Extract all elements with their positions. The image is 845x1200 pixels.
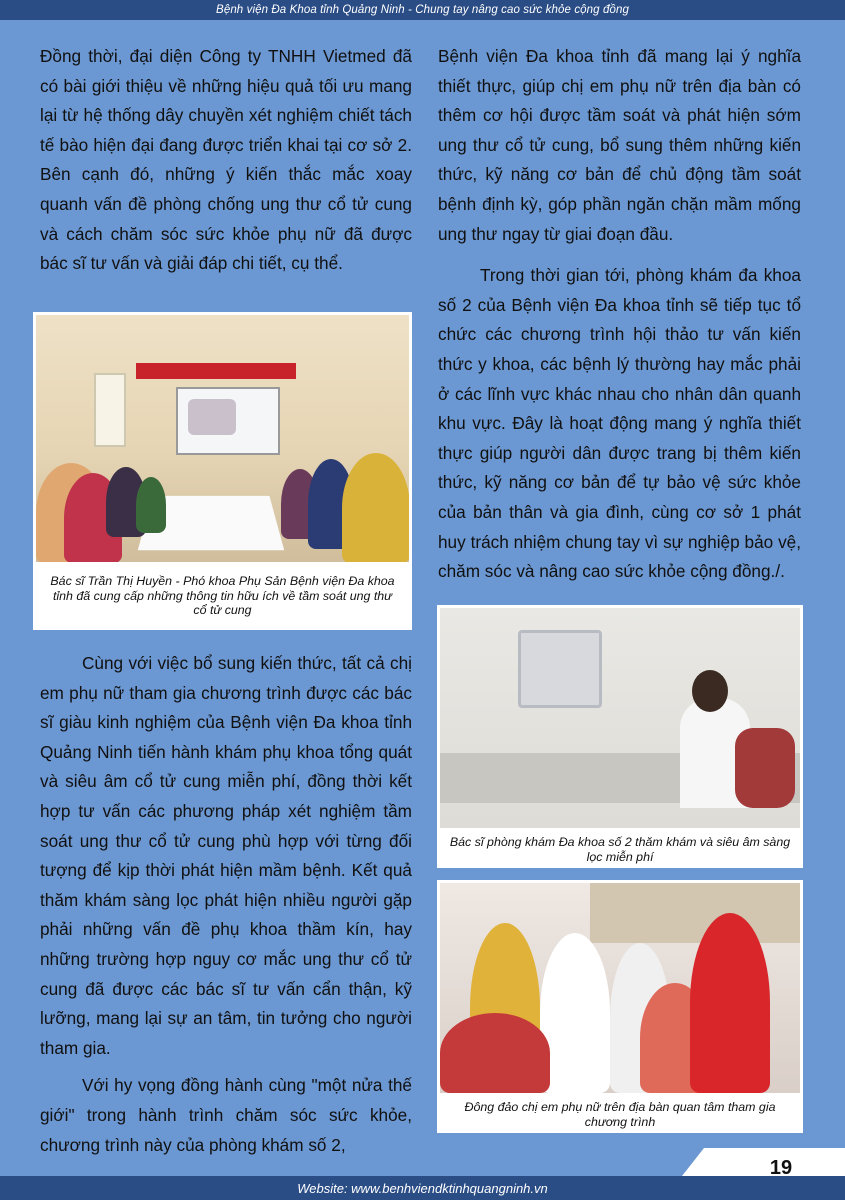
paragraph: Đồng thời, đại diện Công ty TNHH Vietmed đã có bài giới thiệu về những hiệu quả tối ưu mang lại từ hệ thống dây chuyền xét nghiệm chiết tách tế bào hiện đại đang được triển khai tại cơ sở 2. Bên cạnh đó, những ý kiến thắc mắc xoay quanh vấn đề phòng chống ung thư cổ tử cung và cách chăm sóc sức khỏe phụ nữ đã được bác sĩ tư vấn và giải đáp chi tiết, cụ thể. — [40, 46, 412, 274]
right-column-text — [438, 42, 801, 587]
caption-participants: Đông đảo chị em phụ nữ trên địa bàn quan tâm tham gia chương trình — [464, 1100, 776, 1129]
paragraph: Bệnh viện Đa khoa tỉnh đã mang lại ý nghĩa thiết thực, giúp chị em phụ nữ trên địa bàn có thêm cơ hội được tầm soát và phát hiện sớm ung thư cổ tử cung, bổ sung thêm những kiến thức, kỹ năng cơ bản để chủ động tầm soát bệnh định kỳ, góp phần ngăn chặn mầm mống ung thư ngay từ giai đoạn đầu. — [438, 46, 801, 244]
figure-ultrasound — [437, 605, 803, 868]
header-bar — [0, 0, 845, 20]
photo-ultrasound — [440, 608, 800, 828]
paragraph: Với hy vọng đồng hành cùng "một nửa thế giới" trong hành trình chăm sóc sức khỏe, chương trình này của phòng khám số 2, — [40, 1075, 412, 1155]
header-tagline: Bệnh viện Đa Khoa tỉnh Quảng Ninh - Chung tay nâng cao sức khỏe cộng đồng — [216, 4, 629, 16]
left-column-bottom — [40, 649, 412, 1160]
page-number: 19 — [769, 1157, 793, 1179]
figure-seminar — [33, 312, 412, 630]
photo-participants — [440, 883, 800, 1093]
paragraph: Trong thời gian tới, phòng khám đa khoa số 2 của Bệnh viện Đa khoa tỉnh sẽ tiếp tục tổ chức các chương trình hội thảo tư vấn kiến thức y khoa, các bệnh lý thường hay mắc phải ở các lĩnh vực khác nhau cho nhân dân quanh khu vực. Đây là hoạt động mang ý nghĩa thiết thực giúp người dân được trang bị thêm kiến thức, kỹ năng cơ bản để tự bảo vệ sức khỏe của bản thân và gia đình, cùng cơ sở 1 phát huy trách nhiệm chung tay vì sự nghiệp bảo vệ, chăm sóc và nâng cao sức khỏe cộng đồng./. — [438, 265, 801, 582]
caption-ultrasound: Bác sĩ phòng khám Đa khoa số 2 thăm khám và siêu âm sàng lọc miễn phí — [449, 835, 791, 864]
paragraph: Cùng với việc bổ sung kiến thức, tất cả chị em phụ nữ tham gia chương trình được các bác sĩ giàu kinh nghiệm của Bệnh viện Đa khoa tỉnh Quảng Ninh tiến hành khám phụ khoa tổng quát và siêu âm cổ tử cung miễn phí, đồng thời kết hợp tư vấn các phương pháp xét nghiệm tầm soát ung thư cổ tử cung phù hợp với từng đối tượng để kịp thời phát hiện mầm bệnh. Kết quả thăm khám sàng lọc phát hiện nhiều người gặp phải những vấn đề phụ khoa thầm kín, hay những trường hợp nguy cơ mắc ung thư cổ tử cung đã được các bác sĩ tư vấn cẩn thận, kỹ lưỡng, mang lại sự an tâm, tin tưởng cho người tham gia. — [40, 653, 412, 1058]
figure-participants — [437, 880, 803, 1133]
footer-website: Website: www.benhviendktinhquangninh.vn — [297, 1180, 548, 1196]
photo-seminar — [36, 315, 409, 562]
left-column-top — [40, 42, 412, 279]
caption-seminar: Bác sĩ Trần Thị Huyền - Phó khoa Phụ Sản Bệnh viện Đa khoa tỉnh đã cung cấp những thông tin hữu ích về tầm soát ung thư cổ tử cung — [50, 574, 395, 617]
